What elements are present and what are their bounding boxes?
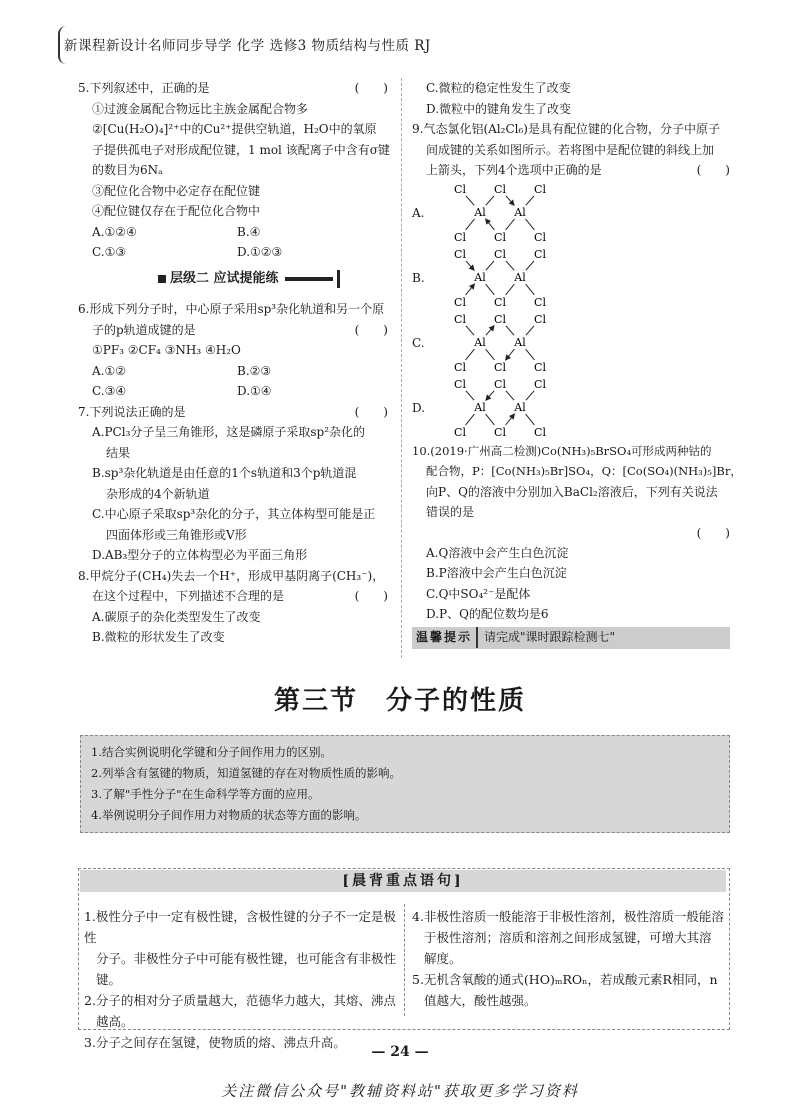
chlorine-atom: Cl — [494, 247, 506, 261]
bond-line — [466, 349, 475, 360]
al2cl6-structure — [438, 246, 578, 308]
q8-stem-cont: 在这个过程中，下列描述不合理的是 ( ) — [78, 586, 388, 607]
bond-line — [526, 414, 535, 425]
option-b[interactable]: B.④ — [237, 224, 261, 239]
aluminum-atom: Al — [474, 400, 486, 414]
q8-option-a[interactable]: A.碳原子的杂化类型发生了改变 — [92, 609, 261, 624]
coordinate-bond-arrow — [486, 219, 495, 230]
key-line: 1.极性分子中一定有极性键，含极性键的分子不一定是极性 — [84, 909, 396, 945]
q6-options — [78, 361, 388, 382]
chlorine-atom: Cl — [454, 247, 466, 261]
q5-options-2 — [78, 242, 388, 263]
chlorine-atom: Cl — [534, 312, 546, 326]
chlorine-atom: Cl — [534, 295, 546, 308]
chlorine-atom: Cl — [494, 230, 506, 243]
chlorine-atom: Cl — [534, 230, 546, 243]
q10-option-a[interactable]: A.Q溶液中会产生白色沉淀 — [426, 545, 569, 560]
chlorine-atom: Cl — [454, 312, 466, 326]
q7-option-a-cont: 结果 — [106, 445, 131, 460]
chlorine-atom: Cl — [534, 360, 546, 373]
chlorine-atom: Cl — [454, 295, 466, 308]
option-label: B. — [412, 270, 425, 285]
section-marker-icon — [158, 275, 166, 283]
q6-options-2 — [78, 381, 388, 402]
column-divider — [401, 78, 403, 658]
q10-stem-end: 错误的是 — [426, 505, 475, 519]
q8-option-b[interactable]: B.微粒的形状发生了改变 — [92, 630, 225, 644]
bond-line — [526, 219, 535, 230]
q7-option-b[interactable]: B.sp³杂化轨道是由任意的1个s轨道和3个p轨道混 — [92, 466, 357, 480]
section-rule — [285, 277, 333, 281]
key-line: 解度。 — [424, 951, 462, 966]
bond-line — [526, 325, 534, 334]
q5-statement-2: ②[Cu(H₂O)₄]²⁺中的Cu²⁺提供空轨道，H₂O中的氧原 — [92, 122, 377, 136]
aluminum-atom: Al — [474, 335, 486, 349]
coordinate-bond-arrow — [506, 349, 515, 360]
q8-stem: 8.甲烷分子(CH₄)失去一个H⁺，形成甲基阴离子(CH₃⁻)， — [78, 568, 385, 583]
option-a[interactable]: A.①②④ — [92, 224, 137, 239]
chlorine-atom: Cl — [534, 425, 546, 438]
q7-option-c[interactable]: C.中心原子采取sp³杂化的分子，其立体构型可能是正 — [92, 507, 376, 521]
answer-paren: ( ) — [696, 525, 730, 540]
bond-line — [466, 414, 475, 425]
bond-line — [506, 219, 515, 230]
q9-stem: 9.气态氯化铝(Al₂Cl₆)是具有配位键的化合物，分子中原子 — [412, 122, 720, 136]
bond-line — [526, 260, 534, 269]
q6-items: ①PF₃ ②CF₄ ③NH₃ ④H₂O — [92, 343, 241, 357]
aluminum-atom: Al — [474, 205, 486, 219]
bond-line — [486, 284, 495, 295]
bond-line — [486, 414, 495, 425]
section-heading: 层级二 应试提能练 — [158, 269, 388, 290]
key-divider — [404, 904, 406, 1016]
option-b[interactable]: B.②③ — [237, 363, 272, 378]
goal-item: 1.结合实例说明化学键和分子间作用力的区别。 — [91, 745, 332, 759]
tip-label: 温馨提示 — [412, 627, 478, 648]
q9-stem-end: 上箭头，下列4个选项中正确的是 ( ) — [412, 160, 730, 181]
running-header: 新课程新设计名师同步导学 化学 选修3 物质结构与性质 RJ — [64, 38, 431, 54]
chlorine-atom: Cl — [534, 182, 546, 196]
aluminum-atom: Al — [514, 400, 526, 414]
key-line: 值越大，酸性越强。 — [424, 993, 537, 1008]
bond-line — [466, 195, 474, 204]
q5-stem: 5.下列叙述中，正确的是 ( ) — [78, 78, 388, 99]
chlorine-atom: Cl — [494, 295, 506, 308]
q10-paren-line — [412, 523, 730, 543]
answer-paren: ( ) — [354, 589, 388, 603]
q6-stem-cont: 子的p轨道成键的是 ( ) — [78, 320, 388, 341]
chlorine-atom: Cl — [494, 312, 506, 326]
q10-stem-cont: 配合物，P：[Co(NH₃)₅Br]SO₄，Q：[Co(SO₄)(NH₃)₅]Br， — [426, 464, 742, 478]
bond-line — [506, 284, 515, 295]
key-line: 5.无机含氧酸的通式(HO)ₘROₙ，若成酸元素R相同，n — [412, 972, 718, 987]
bond-line — [506, 325, 514, 334]
option-c[interactable]: C.①③ — [92, 245, 127, 259]
key-sentences-title: [晨背重点语句] — [80, 870, 726, 892]
key-line: 于极性溶剂；溶质和溶剂之间形成氢键，可增大其溶 — [424, 930, 712, 945]
tip-text[interactable]: 请完成"课时跟踪检测七" — [484, 630, 616, 645]
al2cl6-structure — [438, 311, 578, 373]
reminder-tip — [412, 627, 730, 649]
option-c[interactable]: C.③④ — [92, 384, 127, 398]
aluminum-atom: Al — [474, 270, 486, 284]
coordinate-bond-arrow — [486, 390, 494, 399]
q5-statement-2-cont: 子提供孤电子对形成配位键，1 mol 该配离子中含有σ键 — [92, 142, 390, 157]
q8-option-d[interactable]: D.微粒中的键角发生了改变 — [426, 101, 572, 116]
chlorine-atom: Cl — [454, 182, 466, 196]
coordinate-bond-arrow — [506, 414, 515, 425]
bond-line — [526, 390, 534, 399]
al2cl6-structure — [438, 181, 578, 243]
q5-statement-2-end: 的数目为6Nₐ — [92, 163, 163, 177]
key-line: 2.分子的相对分子质量越大，范德华力越大，其熔、沸点 — [84, 993, 396, 1008]
chlorine-atom: Cl — [494, 182, 506, 196]
bond-line — [506, 390, 514, 399]
bond-line — [526, 195, 534, 204]
option-label: C. — [412, 335, 425, 350]
q10-option-b[interactable]: B.P溶液中会产生白色沉淀 — [426, 566, 567, 580]
section-title: 第三节 分子的性质 — [273, 686, 526, 716]
answer-paren: ( ) — [354, 404, 388, 419]
q9-option-a[interactable] — [412, 181, 730, 246]
q9-option-d[interactable] — [412, 376, 730, 441]
option-label: D. — [412, 400, 426, 415]
bond-line — [466, 219, 475, 230]
q6-stem: 6.形成下列分子时，中心原子采用sp³杂化轨道和另一个原 — [78, 302, 385, 316]
chlorine-atom: Cl — [534, 377, 546, 391]
option-label: A. — [412, 205, 425, 220]
chlorine-atom: Cl — [454, 377, 466, 391]
q9-stem-cont: 间成键的关系如图所示。若将图中是配位键的斜线上加 — [426, 142, 715, 157]
aluminum-atom: Al — [514, 270, 526, 284]
q9-option-b[interactable] — [412, 246, 730, 311]
q7-option-c-cont: 四面体形或三角锥形或V形 — [106, 527, 247, 542]
aluminum-atom: Al — [514, 205, 526, 219]
coordinate-bond-arrow — [466, 260, 474, 269]
bond-line — [486, 349, 495, 360]
q8-option-c[interactable]: C.微粒的稳定性发生了改变 — [426, 81, 571, 95]
bond-line — [486, 260, 494, 269]
q5-statement-4: ④配位键仅存在于配位化合物中 — [92, 204, 261, 218]
bond-line — [506, 260, 514, 269]
goal-item: 3.了解"手性分子"在生命科学等方面的应用。 — [91, 787, 320, 801]
chlorine-atom: Cl — [494, 377, 506, 391]
key-line: 3.分子之间存在氢键，使物质的熔、沸点升高。 — [84, 1035, 346, 1050]
bond-line — [466, 325, 474, 334]
q7-option-d[interactable]: D.AB₃型分子的立体构型必为平面三角形 — [92, 548, 308, 562]
chlorine-atom: Cl — [494, 425, 506, 438]
chlorine-atom: Cl — [454, 360, 466, 373]
q5-options — [78, 222, 388, 243]
bond-line — [526, 284, 535, 295]
key-line: 分子。非极性分子中可能有极性键，也可能含有非极性键。 — [96, 951, 397, 987]
chlorine-atom: Cl — [454, 230, 466, 243]
coordinate-bond-arrow — [506, 195, 514, 204]
q10-stem-cont2: 向P、Q的溶液中分别加入BaCl₂溶液后，下列有关说法 — [426, 484, 718, 499]
aluminum-atom: Al — [514, 335, 526, 349]
goal-item: 4.举例说明分子间作用力对物质的状态等方面的影响。 — [91, 808, 367, 822]
coordinate-bond-arrow — [486, 325, 494, 334]
left-column — [78, 78, 388, 648]
q5-statement-1: ①过渡金属配合物远比主族金属配合物多 — [92, 101, 309, 116]
q9-option-c[interactable] — [412, 311, 730, 376]
key-line: 4.非极性溶质一般能溶于非极性溶剂，极性溶质一般能溶 — [412, 909, 724, 924]
q10-option-c[interactable]: C.Q中SO₄²⁻是配体 — [426, 586, 531, 601]
learning-goals-box — [80, 735, 730, 833]
chlorine-atom: Cl — [454, 425, 466, 438]
coordinate-bond-arrow — [466, 284, 475, 295]
chlorine-atom: Cl — [534, 247, 546, 261]
key-right-column — [412, 906, 724, 1011]
section-rule-end — [337, 270, 340, 288]
page-number: — 24 — — [371, 1044, 429, 1060]
goal-item: 2.列举含有氢键的物质，知道氢键的存在对物质性质的影响。 — [91, 766, 401, 780]
answer-paren: ( ) — [696, 163, 730, 177]
footer-note: 关注微信公众号"教辅资料站"获取更多学习资料 — [221, 1082, 579, 1100]
option-d[interactable]: D.①④ — [237, 384, 272, 398]
q10-option-d[interactable]: D.P、Q的配位数均是6 — [426, 607, 549, 621]
key-line: 越高。 — [96, 1014, 134, 1029]
answer-paren: ( ) — [354, 81, 388, 95]
option-d[interactable]: D.①②③ — [237, 245, 283, 259]
q5-statement-3: ③配位化合物中必定存在配位键 — [92, 183, 261, 198]
al2cl6-structure — [438, 376, 578, 438]
answer-paren: ( ) — [354, 322, 388, 337]
q10-stem: 10.(2019·广州高二检测)Co(NH₃)₅BrSO₄可形成两种钴的 — [412, 443, 712, 458]
option-a[interactable]: A.①② — [92, 363, 126, 378]
bond-line — [486, 195, 494, 204]
key-left-column — [84, 906, 400, 1053]
chlorine-atom: Cl — [494, 360, 506, 373]
bond-line — [466, 390, 474, 399]
right-column — [412, 78, 742, 649]
q7-stem: 7.下列说法正确的是 ( ) — [78, 402, 388, 423]
bond-line — [526, 349, 535, 360]
q7-option-a[interactable]: A.PCl₃分子呈三角锥形，这是磷原子采取sp²杂化的 — [92, 425, 366, 439]
q7-option-b-cont: 杂形成的4个新轨道 — [106, 486, 210, 501]
